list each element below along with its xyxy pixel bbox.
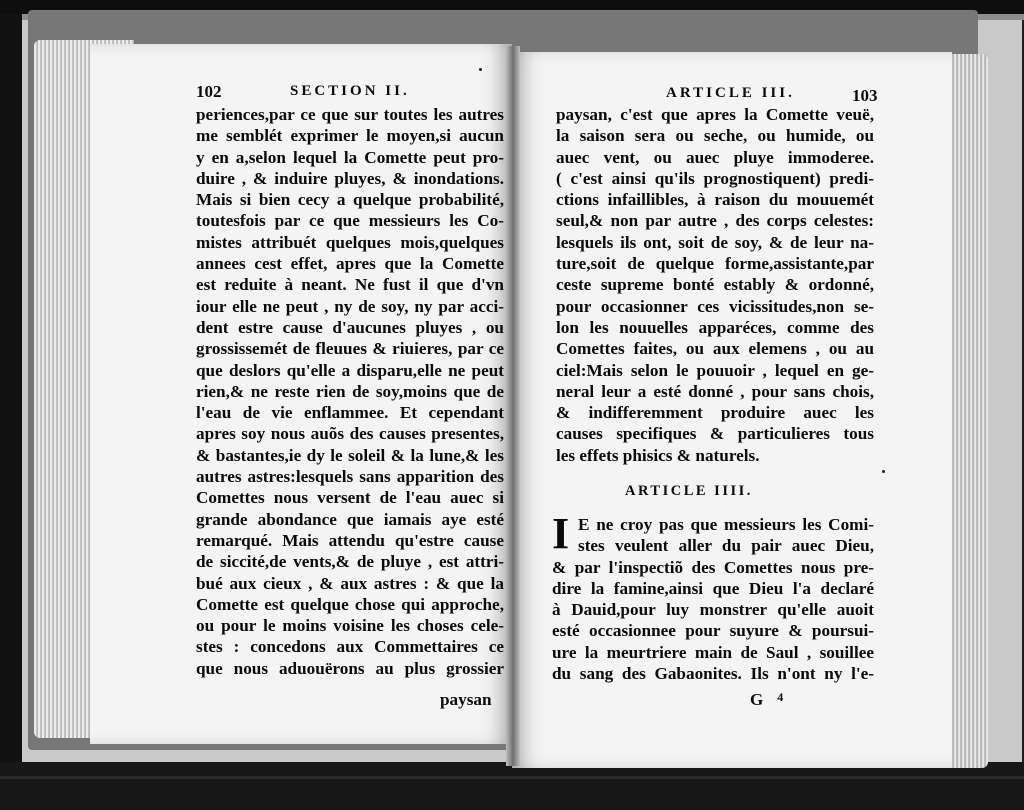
article-subheading: ARTICLE IIII. [625, 483, 753, 499]
left-running-head: SECTION II. [290, 83, 410, 99]
left-page-text [196, 104, 504, 679]
text-line: esté occasionnee pour suyure & poursui- [552, 621, 874, 641]
text-line: Comettes nous versent de l'eau auec si [196, 488, 504, 508]
text-line: & par l'inspectiõ des Comettes nous pre- [552, 557, 874, 577]
bottom-border [0, 762, 1024, 810]
text-line: apres soy nous auõs des causes presentes, [196, 424, 504, 444]
text-line: annees cest effet, apres que la Comette [196, 254, 504, 274]
signature-number: 4 [777, 690, 784, 704]
left-page-number: 102 [196, 82, 222, 101]
text-line: & indifferemment produire auec les [556, 403, 874, 423]
text-line: Mais si bien cecy a quelque probabilité, [196, 190, 504, 210]
text-line: dent estre cause d'aucunes pluyes , ou [196, 317, 504, 337]
text-line: ture,soit de quelque forme,assistante,par [556, 254, 874, 274]
text-line: autres astres:lesquels sans apparition des [196, 467, 504, 487]
text-line: causes specifiques & particulieres tous [556, 424, 874, 444]
text-line: que nous aduouërons au plus grossier [196, 658, 504, 678]
left-border [0, 14, 22, 810]
text-line: ( c'est ainsi qu'ils prognostiquent) predi- [556, 168, 874, 188]
text-line: toutesfois par ce que messieurs les Co- [196, 211, 504, 231]
text-line: dire la famine,ainsi que Dieu l'a declaré [552, 578, 874, 598]
text-line: bué aux cieux , & aux astres : & que la [196, 573, 504, 593]
text-line: seul,& non par autre , des corps celestes: [556, 211, 874, 231]
left-catchword: paysan [440, 690, 492, 709]
text-line: rien,& ne reste rien de soy,moins que de [196, 381, 504, 401]
signature-letter: G [750, 690, 764, 709]
right-page-text [556, 104, 874, 466]
text-line: lesquels ils ont, soit de soy, & de leur na- [556, 232, 874, 252]
text-line: me semblét exprimer le moyen,si aucun [196, 126, 504, 146]
text-line: remarqué. Mais attendu qu'estre cause [196, 530, 504, 550]
book-gutter [506, 46, 520, 766]
text-line: paysan, c'est que apres la Comette veuë, [556, 105, 874, 124]
text-line: mistes attribuét quelques mois,quelques [196, 232, 504, 252]
text-line: lon les nouuelles apparéces, comme des [556, 317, 874, 337]
right-page-text-article [552, 509, 874, 684]
drop-cap: I [552, 509, 570, 558]
text-line: ciel:Mais selon le pouuoir , lequel en ge- [556, 360, 874, 380]
text-line: stes : concedons aux Commettaires ce [196, 637, 504, 657]
text-line: du sang des Gabaonites. Ils n'ont ny l'e- [552, 664, 874, 684]
text-line: iour elle ne peut , ny de soy, ny par acci- [196, 296, 504, 316]
text-line: ure la meurtriere main de Saul , souillee [552, 642, 874, 662]
text-line: les effets phisics & naturels. [556, 445, 760, 465]
text-line: grande abondance que iamais aye esté [196, 509, 504, 529]
text-line: que deslors qu'elle a disparu,elle ne peut [196, 360, 504, 380]
text-line: neral leur a esté donné , pour sans chois, [556, 381, 874, 401]
text-line: Comettes faites, ou aux elemens , ou au [556, 339, 874, 359]
text-line: est reduite à neant. Ne fust il que d'vn [196, 275, 504, 295]
right-running-head: ARTICLE III. [666, 85, 795, 101]
text-line: & bastantes,ie dy le soleil & la lune,& les [196, 445, 504, 465]
right-page-number: 103 [852, 86, 878, 105]
bottom-border-line [0, 776, 1024, 779]
page-mark-dot [882, 470, 885, 473]
text-line: periences,par ce que sur toutes les autres [196, 105, 504, 124]
text-line: Comette est quelque chose qui approche, [196, 594, 504, 614]
text-line: à Dauid,pour luy monstrer qu'elle auoit [552, 600, 874, 620]
text-line: de siccité,de vents,& de pluye , est attri- [196, 552, 504, 572]
text-line: l'eau de vie enflammee. Et cependant [196, 403, 504, 423]
text-line: ou pour le moins voisine les choses cele- [196, 616, 504, 636]
text-line: duire , & induire pluyes, & inondations. [196, 168, 504, 188]
text-line: ctions infaillibles, à raison du mouuemét [556, 190, 874, 210]
text-line: E ne croy pas que messieurs les Comi- [578, 515, 874, 534]
signature-mark [750, 690, 783, 710]
text-line: y en a,selon lequel la Comette peut pro- [196, 147, 504, 167]
text-line: stes veulent aller du pair auec Dieu, [578, 536, 874, 556]
text-line: grossissemét de fleuues & riuieres, par ce [196, 339, 504, 359]
text-line: pour occasionner ces vicissitudes,non se- [556, 296, 874, 316]
text-line: la saison sera ou seche, ou humide, ou [556, 126, 874, 146]
page-mark-dot [479, 68, 482, 71]
text-line: ceste supreme bonté estably & ordonné, [556, 275, 874, 295]
text-line: auec vent, ou auec pluye immoderee. [556, 147, 874, 167]
